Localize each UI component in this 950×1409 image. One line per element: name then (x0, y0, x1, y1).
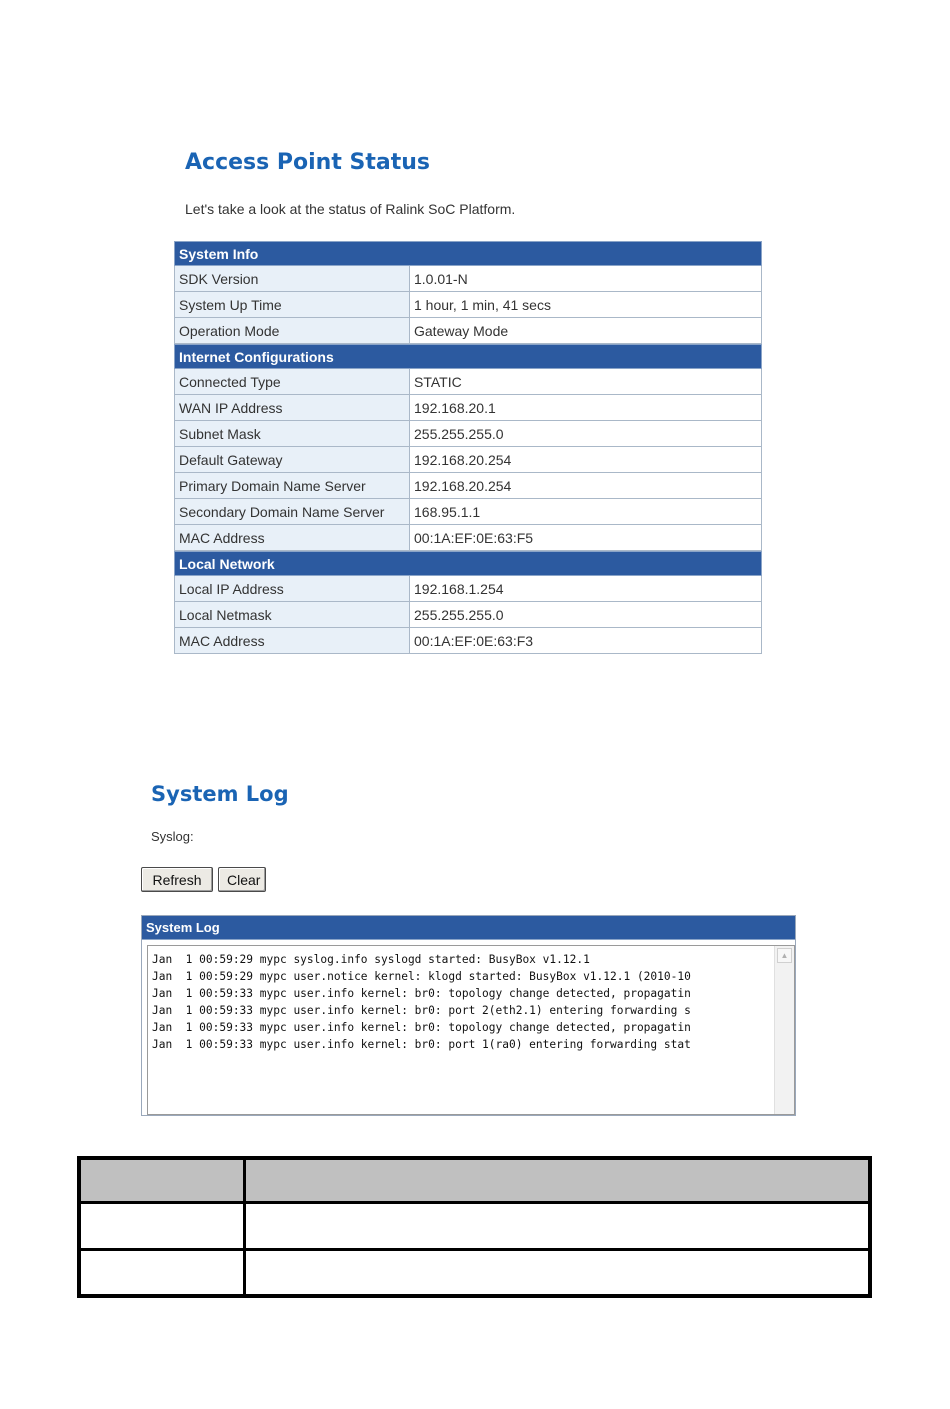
status-row (174, 525, 762, 551)
page-description: Let's take a look at the status of Ralink SoC Platform. (185, 201, 516, 217)
status-label: Local Netmask (174, 602, 410, 628)
log-line: Jan 1 00:59:29 mypc syslog.info syslogd started: BusyBox v1.12.1 (152, 953, 590, 966)
section-header-row (174, 344, 762, 369)
blank-table-header-row (79, 1158, 870, 1203)
syslog-textarea[interactable] (147, 945, 795, 1115)
system-log-title: System Log (151, 782, 289, 806)
system-log-panel (141, 915, 796, 1116)
status-value: 192.168.20.254 (410, 473, 762, 499)
status-row (174, 292, 762, 318)
blank-table-cell (245, 1158, 871, 1203)
status-row (174, 421, 762, 447)
status-row (174, 369, 762, 395)
status-row (174, 473, 762, 499)
scroll-up-button[interactable] (777, 948, 792, 963)
status-table (174, 241, 762, 654)
status-label: WAN IP Address (174, 395, 410, 421)
log-line: Jan 1 00:59:33 mypc user.info kernel: br0: port 1(ra0) entering forwarding stat (152, 1038, 691, 1051)
blank-table-cell (79, 1158, 245, 1203)
status-value: 255.255.255.0 (410, 421, 762, 447)
status-label: Primary Domain Name Server (174, 473, 410, 499)
status-label: SDK Version (174, 266, 410, 292)
syslog-content (148, 946, 774, 1053)
status-row (174, 499, 762, 525)
status-row (174, 318, 762, 344)
status-value: 1.0.01-N (410, 266, 762, 292)
status-label: Secondary Domain Name Server (174, 499, 410, 525)
status-row (174, 628, 762, 654)
blank-table (77, 1156, 872, 1298)
status-label: Local IP Address (174, 576, 410, 602)
syslog-scrollbar[interactable] (774, 946, 794, 1114)
status-row (174, 602, 762, 628)
status-row (174, 266, 762, 292)
clear-button[interactable]: Clear (218, 867, 266, 892)
blank-table-row (79, 1249, 870, 1296)
status-row (174, 395, 762, 421)
blank-table-row (79, 1203, 870, 1249)
blank-table-cell (79, 1203, 245, 1249)
blank-table-cell (79, 1249, 245, 1296)
status-value: 1 hour, 1 min, 41 secs (410, 292, 762, 318)
system-log-panel-header: System Log (142, 916, 795, 940)
syslog-label: Syslog: (151, 829, 194, 844)
status-label: System Up Time (174, 292, 410, 318)
status-label: Subnet Mask (174, 421, 410, 447)
status-value: 255.255.255.0 (410, 602, 762, 628)
triangle-up-icon: ▲ (780, 951, 789, 960)
status-value: 00:1A:EF:0E:63:F5 (410, 525, 762, 551)
log-line: Jan 1 00:59:33 mypc user.info kernel: br0: port 2(eth2.1) entering forwarding s (152, 1004, 691, 1017)
blank-table-cell (245, 1249, 871, 1296)
section-header: System Info (174, 241, 762, 266)
log-line: Jan 1 00:59:33 mypc user.info kernel: br0: topology change detected, propagatin (152, 1021, 691, 1034)
section-header: Local Network (174, 551, 762, 576)
blank-table-cell (245, 1203, 871, 1249)
status-value: 192.168.20.1 (410, 395, 762, 421)
status-row (174, 576, 762, 602)
status-value: 168.95.1.1 (410, 499, 762, 525)
status-row (174, 447, 762, 473)
status-value: 192.168.20.254 (410, 447, 762, 473)
status-label: Default Gateway (174, 447, 410, 473)
section-header-row (174, 551, 762, 576)
log-line: Jan 1 00:59:29 mypc user.notice kernel: klogd started: BusyBox v1.12.1 (2010-10 (152, 970, 691, 983)
status-value: 00:1A:EF:0E:63:F3 (410, 628, 762, 654)
log-line: Jan 1 00:59:33 mypc user.info kernel: br0: topology change detected, propagatin (152, 987, 691, 1000)
status-value: Gateway Mode (410, 318, 762, 344)
status-value: STATIC (410, 369, 762, 395)
status-label: MAC Address (174, 628, 410, 654)
section-header: Internet Configurations (174, 344, 762, 369)
status-label: Connected Type (174, 369, 410, 395)
status-label: Operation Mode (174, 318, 410, 344)
section-header-row (174, 241, 762, 266)
page-title: Access Point Status (185, 150, 430, 175)
status-label: MAC Address (174, 525, 410, 551)
refresh-button[interactable]: Refresh (141, 867, 213, 892)
status-value: 192.168.1.254 (410, 576, 762, 602)
